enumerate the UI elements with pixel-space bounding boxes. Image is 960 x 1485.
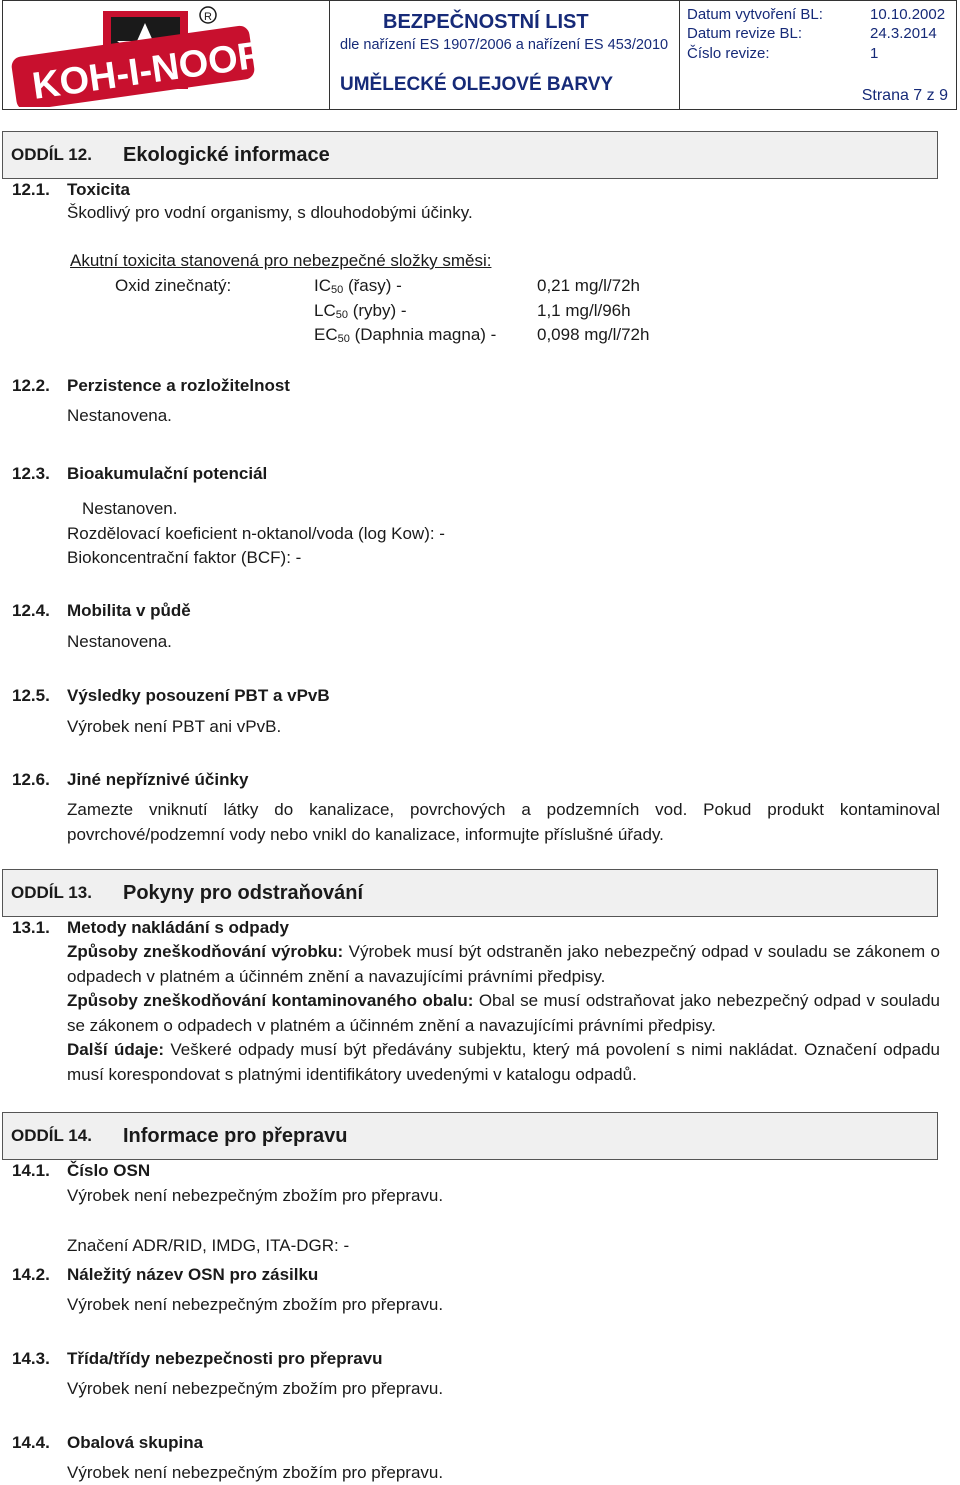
- section-number: ODDÍL 14.: [11, 1126, 92, 1145]
- subsection-title: Mobilita v půdě: [67, 601, 191, 620]
- subsection-number: 12.3.: [12, 464, 50, 483]
- section-13-bar: [2, 869, 938, 917]
- paragraph-label: Způsoby zneškodňování výrobku:: [67, 942, 344, 961]
- subsection-title: Náležitý název OSN pro zásilku: [67, 1265, 319, 1284]
- section-title: Ekologické informace: [123, 144, 330, 166]
- mobility-text: Nestanovena.: [67, 632, 172, 651]
- subsection-title: Číslo OSN: [67, 1161, 151, 1180]
- koh-i-noor-logo: [3, 1, 329, 107]
- subsection-number: 12.5.: [12, 686, 50, 705]
- subsection-number: 12.2.: [12, 376, 50, 395]
- toxicity-row-label: $LC_{50}$ (ryby) -: [314, 301, 407, 321]
- created-label: Datum vytvoření BL:: [687, 6, 823, 23]
- section-number: ODDÍL 13.: [11, 883, 92, 902]
- packing-group-text: Výrobek není nebezpečným zbožím pro přepravu.: [67, 1463, 444, 1482]
- paragraph-label: Způsoby zneškodňování kontaminovaného obalu:: [67, 991, 474, 1010]
- subsection-title: Toxicita: [67, 180, 130, 199]
- subsection-title: Jiné nepříznivé účinky: [67, 770, 249, 789]
- shipping-name-text: Výrobek není nebezpečným zbožím pro přepravu.: [67, 1295, 444, 1314]
- logo-wordmark: KOH-I-NOOR: [29, 33, 268, 107]
- hazard-class-text: Výrobek není nebezpečným zbožím pro přepravu.: [67, 1379, 444, 1398]
- section-12-bar: [2, 131, 938, 179]
- substance-name: Oxid zinečnatý:: [115, 276, 232, 295]
- revision-number-row: [687, 45, 879, 62]
- toxicity-row-value: 0,21 mg/l/72h: [537, 276, 641, 295]
- paragraph-label: Další údaje:: [67, 1040, 165, 1059]
- subsection-title: Výsledky posouzení PBT a vPvB: [67, 686, 330, 705]
- revision-date-value: 24.3.2014: [870, 25, 937, 42]
- revision-date-label: Datum revize BL:: [687, 25, 803, 42]
- section-number: ODDÍL 12.: [11, 145, 92, 164]
- header-title-cell: [330, 1, 680, 109]
- revision-number-label: Číslo revize:: [687, 45, 770, 62]
- revision-number-value: 1: [870, 45, 879, 62]
- subsection-title: Bioakumulační potenciál: [67, 464, 268, 483]
- bcf-value: Biokoncentrační faktor (BCF): -: [67, 548, 302, 567]
- adr-marking-text: Značení ADR/RID, IMDG, ITA-DGR: -: [67, 1236, 350, 1255]
- persistence-text: Nestanovena.: [67, 406, 172, 425]
- partition-coefficient: Rozdělovací koeficient n-oktanol/voda (log Kow): -: [67, 524, 445, 543]
- subsection-number: 13.1.: [12, 918, 50, 937]
- section-title: Informace pro přepravu: [123, 1125, 348, 1147]
- toxicity-text: Škodlivý pro vodní organismy, s dlouhodobými účinky.: [67, 203, 473, 222]
- product-name: UMĚLECKÉ OLEJOVÉ BARVY: [340, 74, 614, 95]
- bioaccumulation-text: Nestanoven.: [82, 499, 178, 518]
- paragraph-text: Veškeré odpady musí být předávány subjektu, který má povolení s nimi nakládat. Označení odpadu musí korespondovat s platnými identifikátory uvedenými v katalogu odpadů.: [67, 1040, 940, 1084]
- logo-cell: [3, 1, 330, 109]
- pbt-text: Výrobek není PBT ani vPvB.: [67, 717, 282, 736]
- toxicity-row-value: 0,098 mg/l/72h: [537, 325, 650, 344]
- page-number: Strana 7 z 9: [861, 87, 948, 104]
- other-effects-text: Zamezte vniknutí látky do kanalizace, povrchových a podzemních vod. Pokud produkt kontaminoval povrchové/podzemní vody nebo vnikl do kanalizace, informujte příslušné úřady.: [67, 800, 940, 844]
- paragraph-text: Obal se musí odstraňovat jako nebezpečný odpad v souladu se zákonem o odpadech v platném a účinném znění a navazujícími právními předpisy.: [67, 991, 940, 1035]
- un-number-text: Výrobek není nebezpečným zbožím pro přepravu.: [67, 1186, 444, 1205]
- packaging-disposal-paragraph: [67, 989, 940, 1038]
- document-title: BEZPEČNOSTNÍ LIST: [383, 11, 589, 33]
- subsection-number: 12.1.: [12, 180, 50, 199]
- acute-toxicity-heading: Akutní toxicita stanovená pro nebezpečné složky směsi:: [70, 251, 492, 270]
- subsection-number: 12.4.: [12, 601, 50, 620]
- created-value: 10.10.2002: [870, 6, 946, 23]
- product-disposal-paragraph: [67, 940, 940, 989]
- toxicity-row-label: $IC_{50}$ (řasy) -: [314, 276, 402, 296]
- document-subtitle: dle nařízení ES 1907/2006 a nařízení ES 453/2010: [340, 37, 669, 53]
- additional-info-paragraph: [67, 1038, 940, 1087]
- subsection-number: 14.2.: [12, 1265, 50, 1284]
- document-header: [2, 0, 957, 110]
- subsection-title: Třída/třídy nebezpečnosti pro přepravu: [67, 1349, 383, 1368]
- subsection-number: 14.4.: [12, 1433, 50, 1452]
- subsection-number: 14.3.: [12, 1349, 50, 1368]
- section-14-bar: [2, 1112, 938, 1160]
- created-date-row: [687, 6, 946, 23]
- subsection-title: Perzistence a rozložitelnost: [67, 376, 290, 395]
- revision-date-row: [687, 25, 937, 42]
- svg-text:R: R: [204, 11, 212, 23]
- subsection-title: Metody nakládání s odpady: [67, 918, 289, 937]
- paragraph-text: Výrobek musí být odstraněn jako nebezpečný odpad v souladu se zákonem o odpadech v platném a účinném znění a navazujícími právními předpisy.: [67, 942, 941, 986]
- subsection-number: 12.6.: [12, 770, 50, 789]
- toxicity-row-label: $EC_{50}$ (Daphnia magna) -: [314, 325, 497, 345]
- subsection-number: 14.1.: [12, 1161, 50, 1180]
- section-title: Pokyny pro odstraňování: [123, 882, 364, 904]
- subsection-title: Obalová skupina: [67, 1433, 204, 1452]
- toxicity-row-value: 1,1 mg/l/96h: [537, 301, 631, 320]
- header-meta-cell: [680, 1, 956, 109]
